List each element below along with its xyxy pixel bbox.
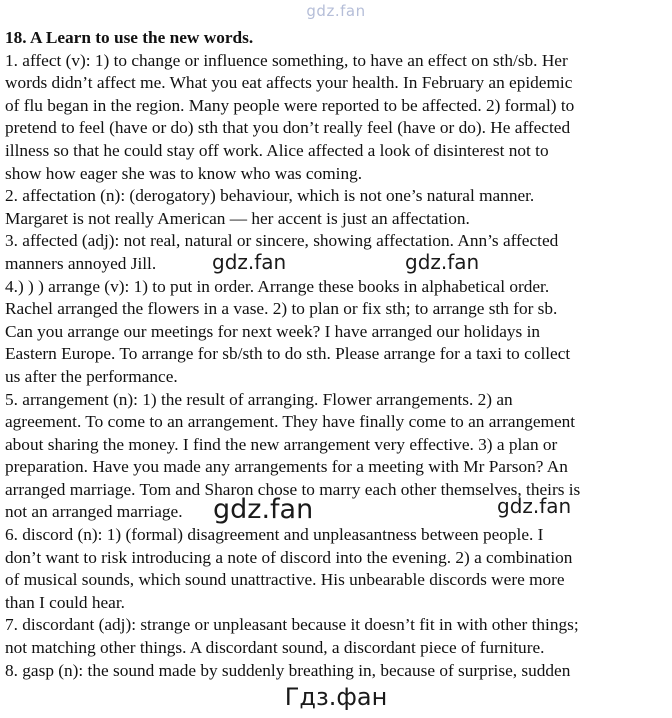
text-line: Margaret is not really American — her accent is just an affectation. <box>5 208 470 228</box>
text-line: than I could hear. <box>5 592 125 612</box>
text-line: Rachel arranged the flowers in a vase. 2) to plan or fix sth; to arrange sth for sb. <box>5 299 558 319</box>
watermark-lower-right: gdz.fan <box>497 494 572 518</box>
watermark-lower-left: gdz.fan <box>213 494 314 525</box>
text-line: 8. gasp (n): the sound made by suddenly breathing in, because of surprise, sudden <box>5 660 571 680</box>
exercise-heading: 18. A Learn to use the new words. <box>5 28 254 47</box>
text-line: illness so that he could stay off work. Alice affected a look of disinterest not to <box>5 140 549 160</box>
text-line: 3. affected (adj): not real, natural or sincere, showing affectation. Ann’s affected <box>5 231 559 251</box>
text-line: 5. arrangement (n): 1) the result of arranging. Flower arrangements. 2) an <box>5 389 513 409</box>
text-line: 6. discord (n): 1) (formal) disagreement and unpleasantness between people. I <box>5 525 544 545</box>
text-line: not matching other things. A discordant sound, a discordant piece of furniture. <box>5 638 545 658</box>
text-line: agreement. To come to an arrangement. They have finally come to an arrangement <box>5 412 576 432</box>
watermark-mid-right: gdz.fan <box>405 250 480 274</box>
watermark-bottom: Гдз.фан <box>284 683 388 711</box>
document-body <box>5 27 667 682</box>
text-line: pretend to feel (have or do) sth that you don’t really feel (have or do). He affected <box>5 118 571 138</box>
text-line: don’t want to risk introducing a note of discord into the evening. 2) a combination <box>5 547 573 567</box>
text-line: 4.) ) ) arrange (v): 1) to put in order. Arrange these books in alphabetical order. <box>5 276 550 296</box>
text-line: 2. affectation (n): (derogatory) behaviour, which is not one’s natural manner. <box>5 186 535 206</box>
text-line: Can you arrange our meetings for next week? I have arranged our holidays in <box>5 321 541 341</box>
text-line: not an arranged marriage. <box>5 502 183 522</box>
text-line: 1. affect (v): 1) to change or influence something, to have an effect on sth/sb. Her <box>5 50 568 70</box>
watermark-mid-left: gdz.fan <box>212 250 287 274</box>
text-line: preparation. Have you made any arrangements for a meeting with Mr Parson? An <box>5 457 568 477</box>
text-line: words didn’t affect me. What you eat affects your health. In February an epidemic <box>5 73 573 93</box>
text-line: arranged marriage. Tom and Sharon chose to marry each other themselves, theirs is <box>5 479 581 499</box>
text-line: about sharing the money. I find the new arrangement very effective. 3) a plan or <box>5 434 558 454</box>
watermark-top: gdz.fan <box>306 2 366 20</box>
text-line: of musical sounds, which sound unattractive. His unbearable discords were more <box>5 570 565 590</box>
text-line: show how eager she was to know who was coming. <box>5 163 363 183</box>
text-line: us after the performance. <box>5 366 178 386</box>
text-line: of flu began in the region. Many people were reported to be affected. 2) formal) to <box>5 95 575 115</box>
text-line: manners annoyed Jill. <box>5 253 157 273</box>
text-line: 7. discordant (adj): strange or unpleasant because it doesn’t fit in with other things; <box>5 615 579 635</box>
text-line: Eastern Europe. To arrange for sb/sth to do sth. Please arrange for a taxi to collect <box>5 344 571 364</box>
